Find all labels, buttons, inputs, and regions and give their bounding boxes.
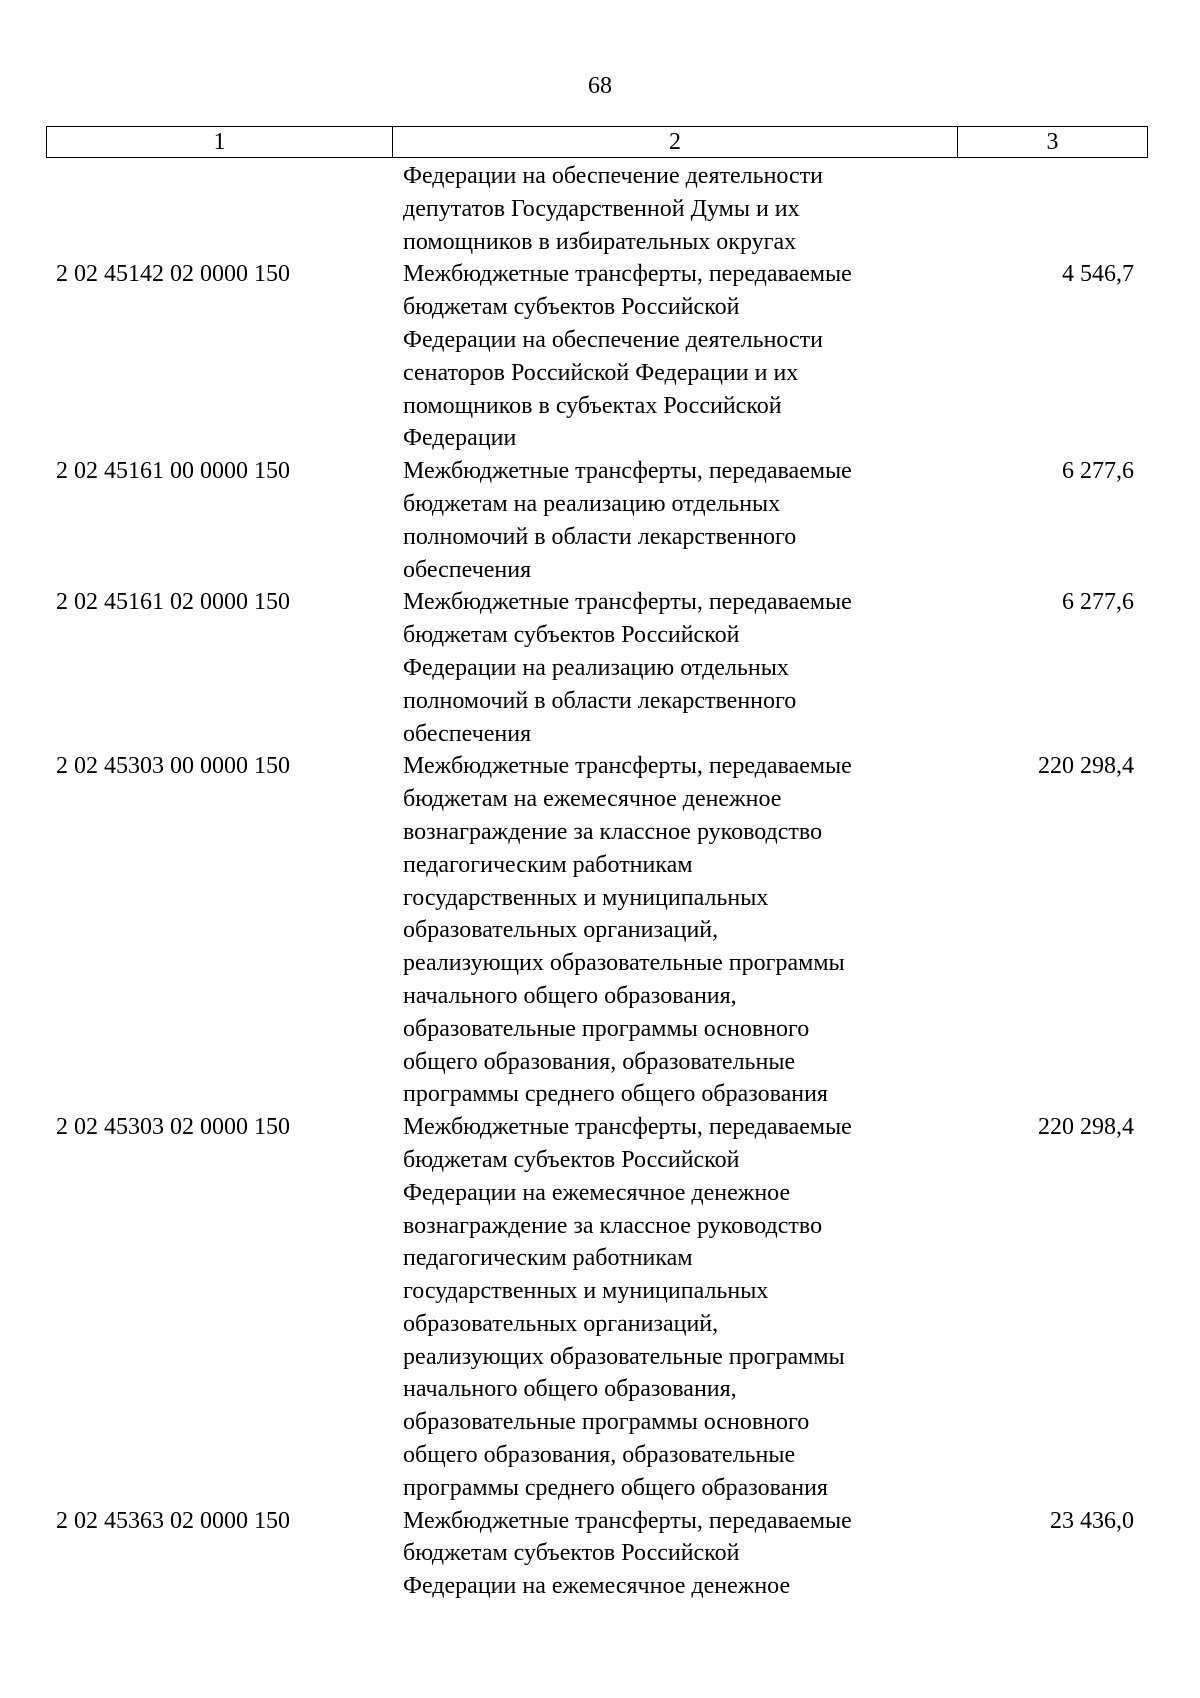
table-body bbox=[46, 160, 1144, 1603]
classification-code: 2 02 45303 00 0000 150 bbox=[56, 753, 290, 780]
amount-value: 220 298,4 bbox=[1038, 753, 1134, 780]
page-number: 68 bbox=[588, 73, 612, 99]
description-line: образовательные программы основного bbox=[403, 1015, 810, 1042]
description-line: обеспечения bbox=[403, 720, 532, 747]
description-line: Межбюджетные трансферты, передаваемые bbox=[403, 1507, 852, 1534]
classification-code: 2 02 45142 02 0000 150 bbox=[56, 261, 290, 288]
description-line: начального общего образования, bbox=[403, 1376, 737, 1403]
amount-value: 4 546,7 bbox=[1062, 261, 1134, 288]
description-line: бюджетам субъектов Российской bbox=[403, 294, 740, 321]
description-line: государственных и муниципальных bbox=[403, 884, 769, 911]
description-line: сенаторов Российской Федерации и их bbox=[403, 359, 799, 386]
description-line: вознаграждение за классное руководство bbox=[403, 1212, 823, 1239]
description-line: обеспечения bbox=[403, 556, 532, 583]
amount-value: 6 277,6 bbox=[1062, 458, 1134, 485]
description-cell bbox=[391, 160, 955, 258]
table-row bbox=[46, 1505, 1144, 1603]
description-line: образовательные программы основного bbox=[403, 1409, 810, 1436]
description-cell bbox=[391, 1505, 955, 1603]
description-line: образовательных организаций, bbox=[403, 1310, 719, 1337]
table-row bbox=[46, 1111, 1144, 1505]
description-line: Федерации на реализацию отдельных bbox=[403, 654, 789, 681]
description-line: Межбюджетные трансферты, передаваемые bbox=[403, 261, 852, 288]
amount-value bbox=[955, 160, 1144, 258]
description-line: программы среднего общего образования bbox=[403, 1081, 828, 1108]
description-cell bbox=[391, 258, 955, 455]
column-header-1: 1 bbox=[47, 127, 393, 158]
description-cell bbox=[391, 1111, 955, 1505]
description-line: бюджетам на реализацию отдельных bbox=[403, 490, 781, 517]
description-line: педагогическим работникам bbox=[403, 1245, 693, 1272]
description-line: Федерации на обеспечение деятельности bbox=[403, 326, 823, 353]
amount-value: 23 436,0 bbox=[1050, 1507, 1134, 1534]
description-line: Межбюджетные трансферты, передаваемые bbox=[403, 753, 852, 780]
description-line: образовательных организаций, bbox=[403, 917, 719, 944]
description-cell bbox=[391, 586, 955, 750]
description-line: Федерации на ежемесячное денежное bbox=[403, 1179, 791, 1206]
description-line: Федерации на обеспечение деятельности bbox=[403, 163, 823, 189]
description-line: бюджетам на ежемесячное денежное bbox=[403, 786, 782, 813]
column-header-3: 3 bbox=[958, 127, 1148, 158]
column-header-row bbox=[47, 127, 1148, 158]
description-line: Федерации bbox=[403, 425, 517, 452]
description-line: Межбюджетные трансферты, передаваемые bbox=[403, 589, 852, 616]
column-header-table bbox=[46, 126, 1148, 158]
table-row bbox=[46, 160, 1144, 258]
amount-value: 6 277,6 bbox=[1062, 589, 1134, 616]
table-row bbox=[46, 258, 1144, 455]
description-line: общего образования, образовательные bbox=[403, 1442, 796, 1469]
description-line: помощников в субъектах Российской bbox=[403, 392, 782, 419]
description-line: Межбюджетные трансферты, передаваемые bbox=[403, 458, 852, 485]
description-line: реализующих образовательные программы bbox=[403, 950, 845, 977]
description-line: Федерации на ежемесячное денежное bbox=[403, 1573, 791, 1600]
classification-code bbox=[46, 160, 391, 258]
description-cell bbox=[391, 455, 955, 586]
table-row bbox=[46, 750, 1144, 1111]
description-line: государственных и муниципальных bbox=[403, 1278, 769, 1305]
amount-value: 220 298,4 bbox=[1038, 1114, 1134, 1141]
description-line: Межбюджетные трансферты, передаваемые bbox=[403, 1114, 852, 1141]
description-line: полномочий в области лекарственного bbox=[403, 687, 797, 714]
description-line: реализующих образовательные программы bbox=[403, 1343, 845, 1370]
description-line: депутатов Государственной Думы и их bbox=[403, 195, 800, 222]
classification-code: 2 02 45161 02 0000 150 bbox=[56, 589, 290, 616]
classification-code: 2 02 45363 02 0000 150 bbox=[56, 1507, 290, 1534]
description-line: бюджетам субъектов Российской bbox=[403, 622, 740, 649]
description-line: бюджетам субъектов Российской bbox=[403, 1146, 740, 1173]
description-line: общего образования, образовательные bbox=[403, 1048, 796, 1075]
description-line: педагогическим работникам bbox=[403, 851, 693, 878]
table-row bbox=[46, 586, 1144, 750]
classification-code: 2 02 45161 00 0000 150 bbox=[56, 458, 290, 485]
description-cell bbox=[391, 750, 955, 1111]
description-line: помощников в избирательных округах bbox=[403, 228, 797, 255]
description-line: программы среднего общего образования bbox=[403, 1474, 828, 1501]
description-line: вознаграждение за классное руководство bbox=[403, 818, 823, 845]
description-line: начального общего образования, bbox=[403, 982, 737, 1009]
description-line: полномочий в области лекарственного bbox=[403, 523, 797, 550]
description-line: бюджетам субъектов Российской bbox=[403, 1540, 740, 1567]
table-row bbox=[46, 455, 1144, 586]
classification-code: 2 02 45303 02 0000 150 bbox=[56, 1114, 290, 1141]
column-header-2: 2 bbox=[393, 127, 958, 158]
